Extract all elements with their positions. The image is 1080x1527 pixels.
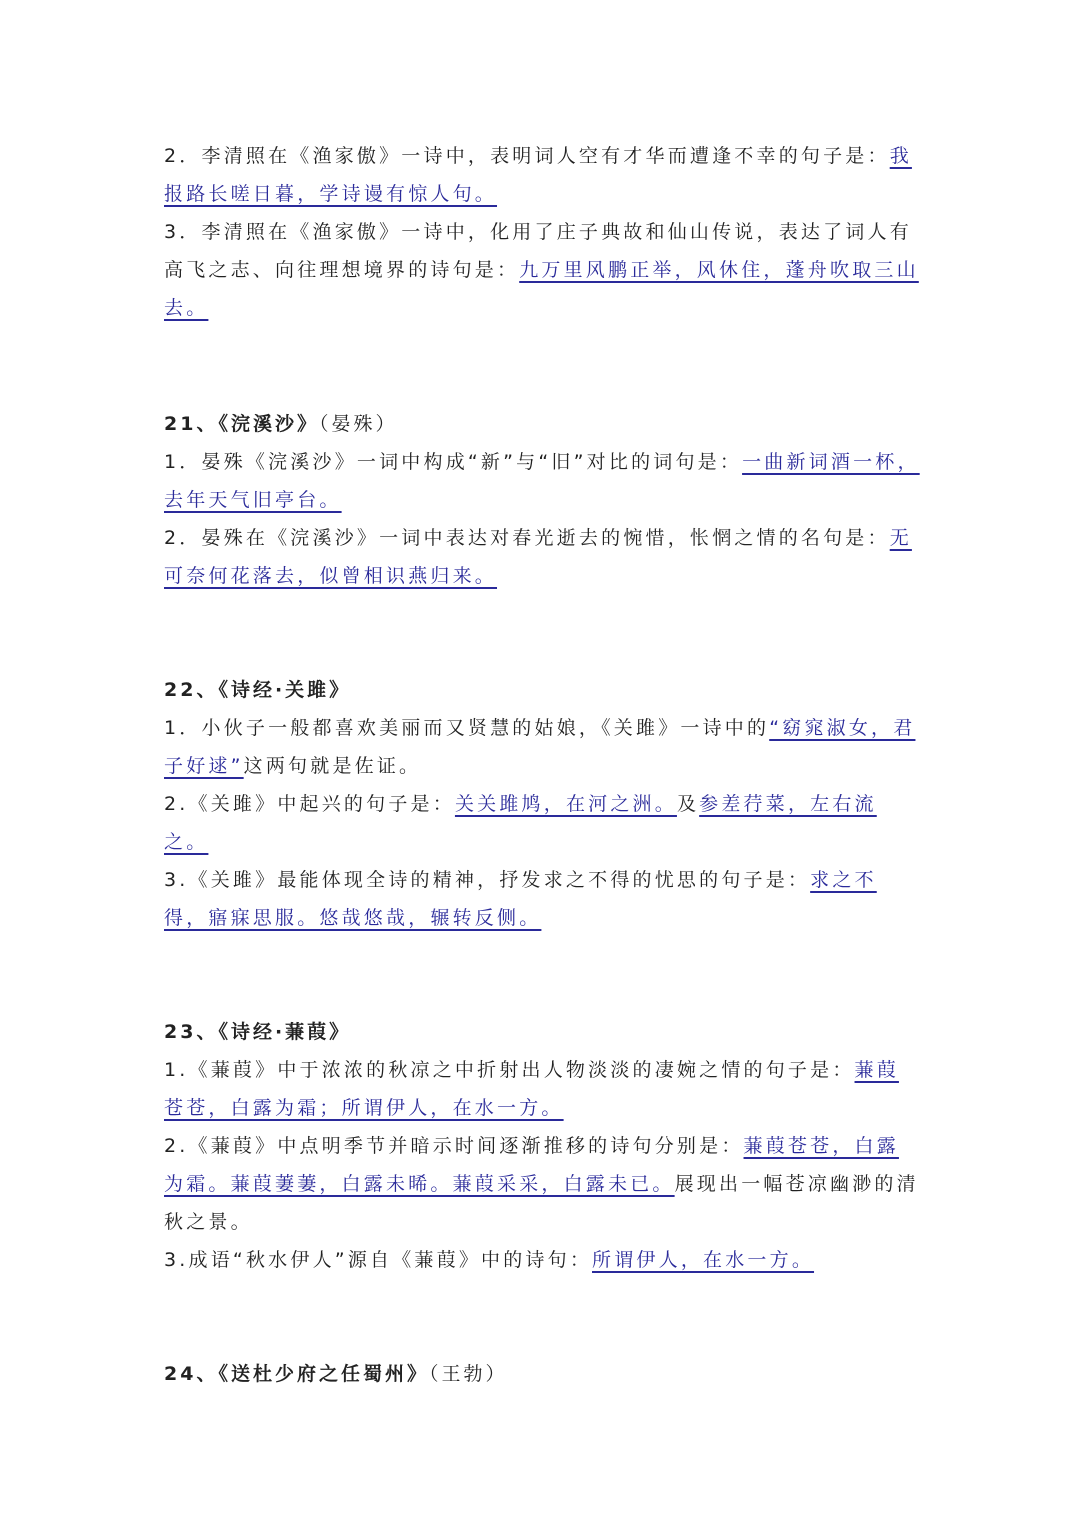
section-22-heading [164,671,920,709]
answer-text: 蒹葭苍苍，白露为霜；所谓伊人，在水一方。 [164,1059,899,1119]
question-text: 1.《蒹葭》中于浓浓的秋凉之中折射出人物淡淡的凄婉之情的句子是： [164,1059,855,1081]
s20-question-3 [164,213,920,327]
question-connector: 及 [676,793,700,815]
answer-text: 求之不得，寤寐思服。悠哉悠哉，辗转反侧。 [164,869,877,929]
document-content [164,137,920,1393]
answer-text: 一曲新词酒一杯，去年天气旧亭台。 [164,451,920,511]
question-suffix: 展现出一幅苍凉幽渺的清秋之景。 [164,1173,919,1233]
answer-text: 九万里风鹏正举，风休住，蓬舟吹取三山去。 [164,259,919,319]
question-text: 1．晏殊《浣溪沙》一词中构成“新”与“旧”对比的词句是： [164,451,743,473]
answer-text-1: 关关雎鸠，在河之洲。 [454,793,677,815]
section-number: 24、 [164,1363,219,1385]
answer-text: 我报路长嗟日暮，学诗谩有惊人句。 [164,145,912,205]
section-author: （晏殊） [318,413,398,435]
question-text: 2．李清照在《渔家傲》一诗中，表明词人空有才华而遭逢不幸的句子是： [164,145,890,167]
section-21-heading [164,405,920,443]
section-number: 21、 [164,413,219,435]
answer-text: 蒹葭苍苍，白露为霜。蒹葭萋萋，白露未晞。蒹葭采采，白露未已。 [164,1135,899,1195]
question-text: 1．小伙子一般都喜欢美丽而又贤慧的姑娘，《关雎》一诗中的 [164,717,770,739]
section-24-heading [164,1355,920,1393]
s23-question-1 [164,1051,920,1127]
s22-question-3 [164,861,920,937]
answer-text: 所谓伊人，在水一方。 [592,1249,815,1271]
section-title: 《诗经·蒹葭》 [218,1021,352,1043]
section-title: 《送杜少府之任蜀州》 [218,1363,429,1385]
section-title: 《诗经·关雎》 [218,679,352,701]
question-text: 3．李清照在《渔家傲》一诗中，化用了庄子典故和仙山传说，表达了词人有高飞之志、向往理想境界的诗句是： [164,221,912,281]
answer-text-2: 参差荇菜，左右流之。 [164,793,877,853]
s20-question-2 [164,137,920,213]
question-text: 3.成语“秋水伊人”源自《蒹葭》中的诗句： [164,1249,593,1271]
s21-question-1 [164,443,920,519]
s22-question-1 [164,709,920,785]
question-text: 2.《关雎》中起兴的句子是： [164,793,455,815]
answer-text: 无可奈何花落去，似曾相识燕归来。 [164,527,912,587]
question-text: 2.《蒹葭》中点明季节并暗示时间逐渐推移的诗句分别是： [164,1135,744,1157]
section-number: 23、 [164,1021,219,1043]
question-text: 3.《关雎》最能体现全诗的精神，抒发求之不得的忧思的句子是： [164,869,811,891]
section-title: 《浣溪沙》 [218,413,319,435]
section-number: 22、 [164,679,219,701]
s21-question-2 [164,519,920,595]
answer-text: “窈窕淑女，君子好逑” [164,717,916,777]
question-suffix: 这两句就是佐证。 [243,755,422,777]
question-text: 2．晏殊在《浣溪沙》一词中表达对春光逝去的惋惜，怅惘之情的名句是： [164,527,890,549]
section-23-heading [164,1013,920,1051]
s22-question-2 [164,785,920,861]
s23-question-2 [164,1127,920,1241]
s23-question-3 [164,1241,920,1279]
section-author: （王勃） [428,1363,508,1385]
